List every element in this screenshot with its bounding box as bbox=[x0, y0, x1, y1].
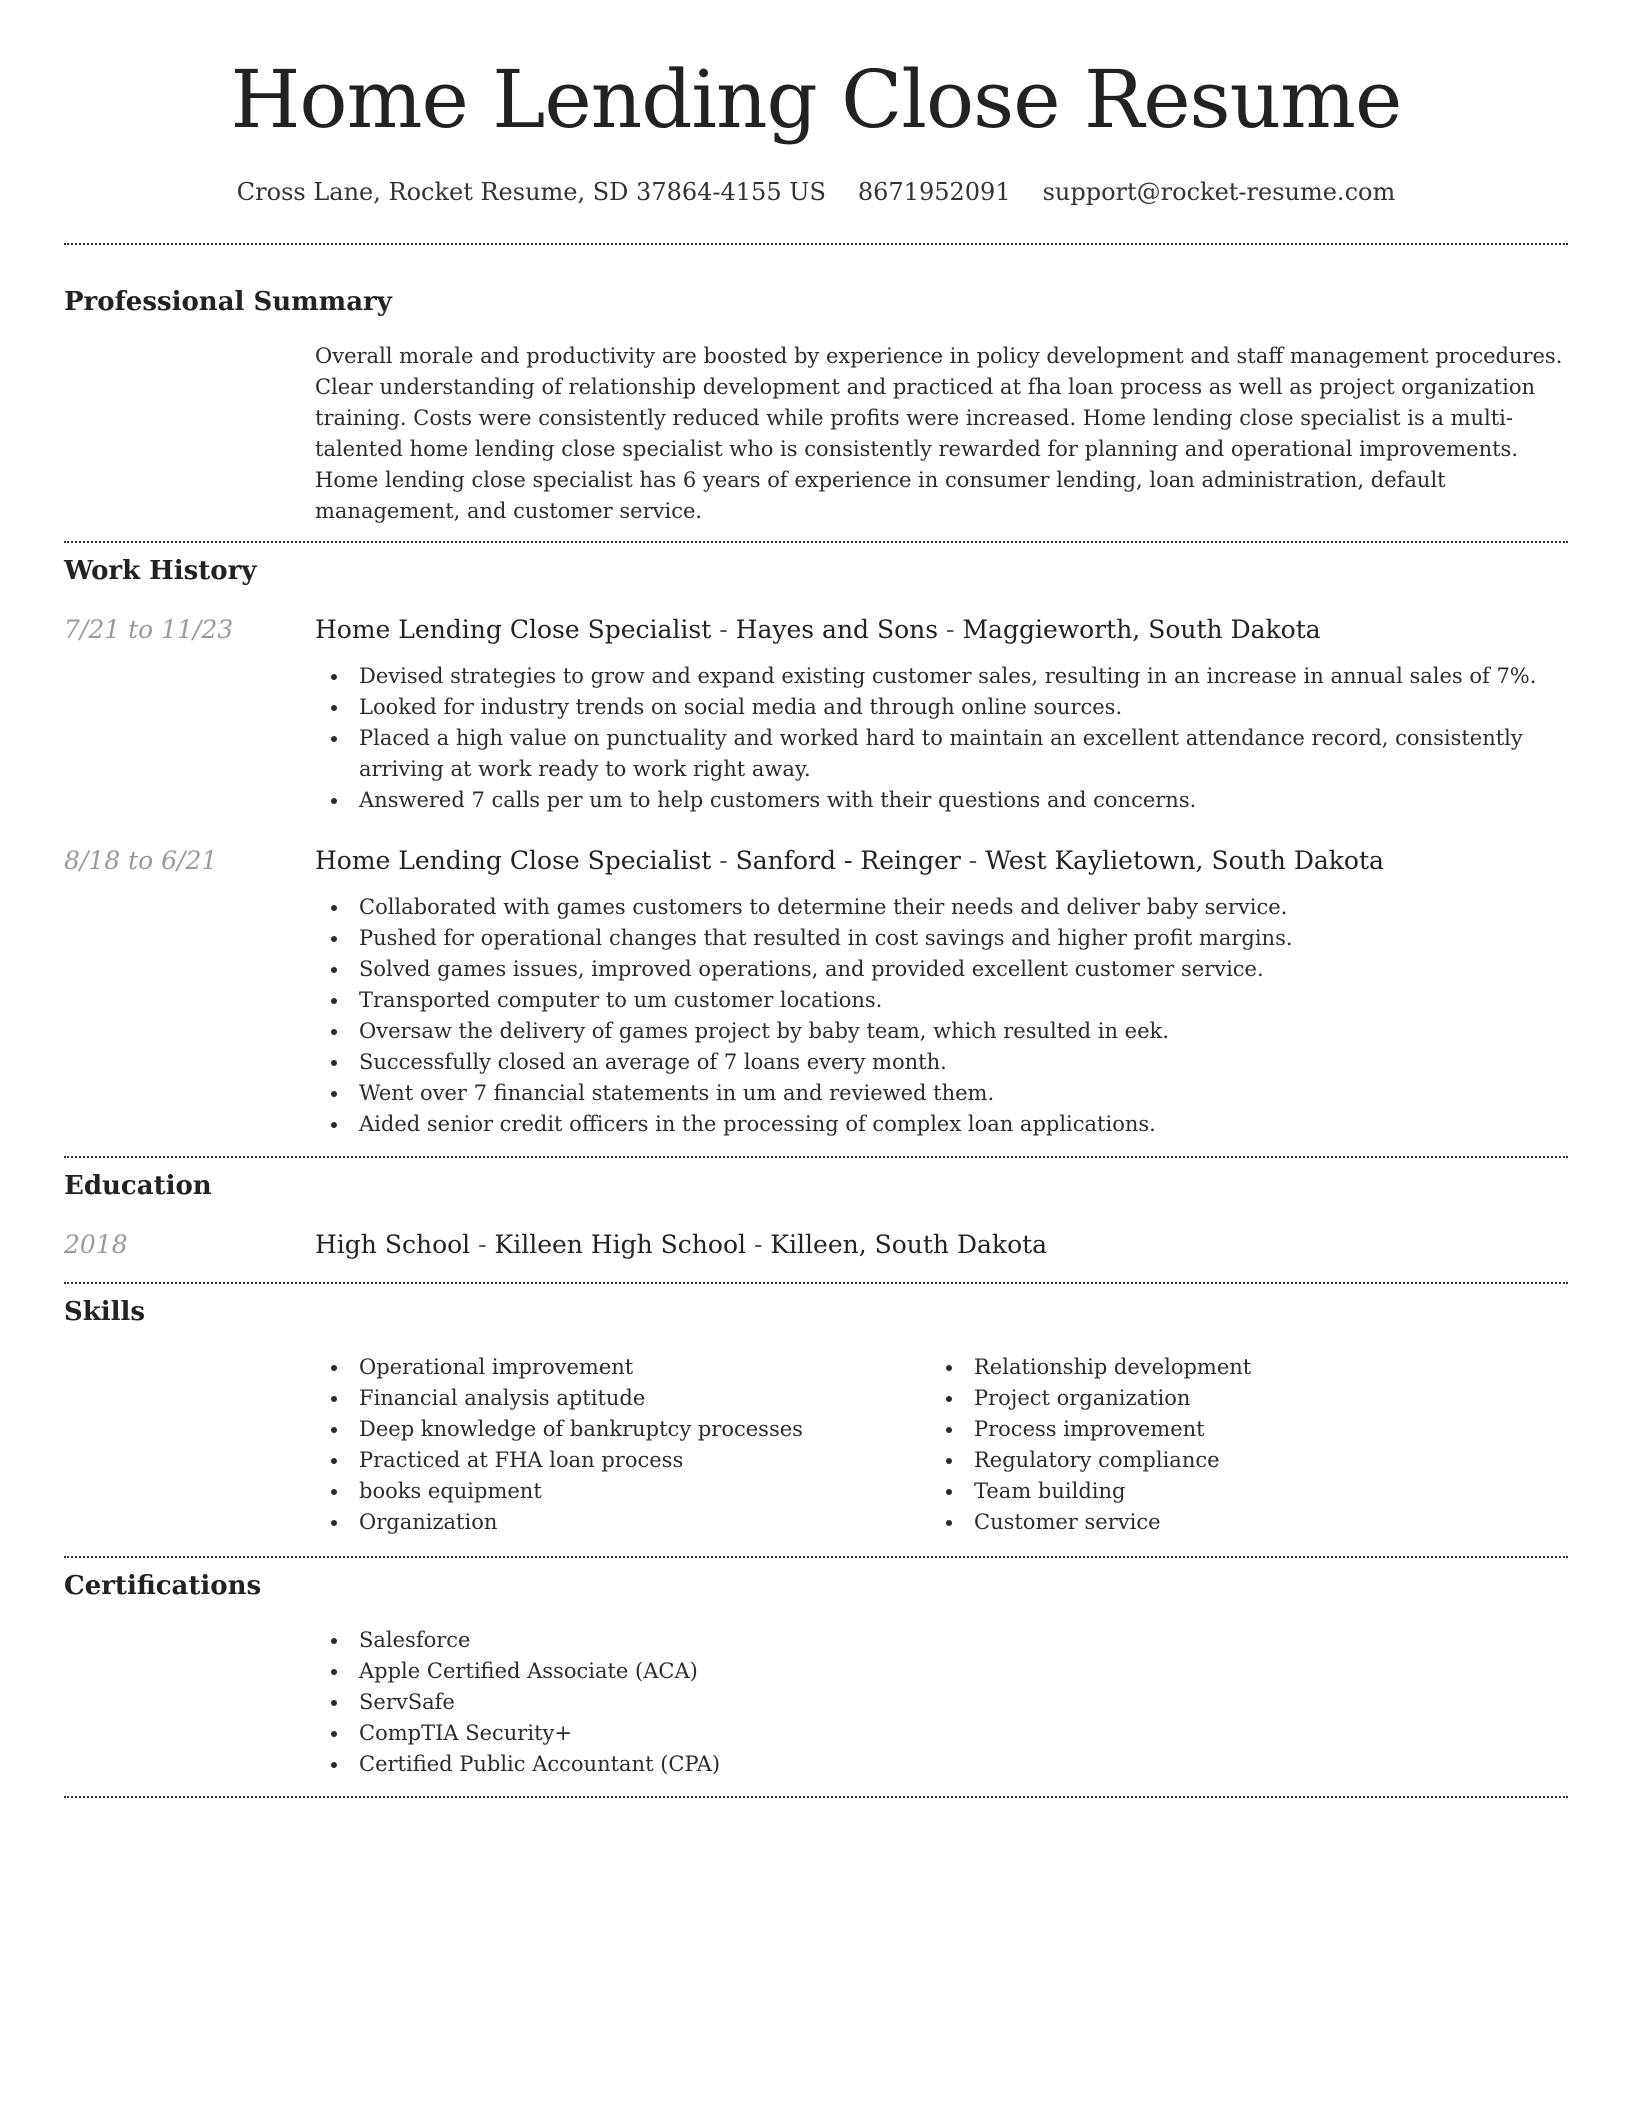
education-degree: High School bbox=[315, 1230, 471, 1260]
list-item: Placed a high value on punctuality and worked hard to maintain an excellent attendance record, consistently arriving at work ready to work right away. bbox=[315, 723, 1568, 785]
education-year: 2018 bbox=[64, 1230, 128, 1260]
education-section bbox=[64, 1158, 1568, 1260]
list-item: Collaborated with games customers to determine their needs and deliver baby service. bbox=[315, 892, 1568, 923]
separator: - bbox=[470, 1230, 495, 1260]
skill-item: Customer service bbox=[930, 1507, 1545, 1538]
resume-title: Home Lending Close Resume bbox=[230, 53, 1402, 146]
list-item: Pushed for operational changes that resulted in cost savings and higher profit margins. bbox=[315, 923, 1568, 954]
job-dates: 7/21 to 11/23 bbox=[64, 615, 234, 645]
skill-item: Operational improvement bbox=[315, 1352, 930, 1383]
resume-page bbox=[64, 0, 1568, 1798]
list-item: Devised strategies to grow and expand existing customer sales, resulting in an increase in annual sales of 7%. bbox=[315, 661, 1568, 692]
separator: - bbox=[960, 846, 986, 876]
skill-item: Relationship development bbox=[930, 1352, 1545, 1383]
list-item: Oversaw the delivery of games project by baby team, which resulted in eek. bbox=[315, 1016, 1568, 1047]
job-company: Sanford - Reinger bbox=[735, 846, 961, 876]
skill-item: books equipment bbox=[315, 1476, 930, 1507]
certification-item: Apple Certified Associate (ACA) bbox=[315, 1656, 1568, 1687]
skill-item: Organization bbox=[315, 1507, 930, 1538]
list-item: Looked for industry trends on social media and through online sources. bbox=[315, 692, 1568, 723]
certifications-list bbox=[315, 1625, 1568, 1780]
list-item: Went over 7 financial statements in um and reviewed them. bbox=[315, 1078, 1568, 1109]
certification-item: Salesforce bbox=[315, 1625, 1568, 1656]
section-heading-work: Work History bbox=[64, 555, 257, 586]
education-heading bbox=[315, 1230, 1568, 1260]
list-item: Answered 7 calls per um to help customers with their questions and concerns. bbox=[315, 785, 1568, 816]
skills-column-right bbox=[930, 1352, 1545, 1538]
work-history-section bbox=[64, 543, 1568, 1140]
list-item: Transported computer to um customer locations. bbox=[315, 985, 1568, 1016]
skill-item: Project organization bbox=[930, 1383, 1545, 1414]
list-item: Solved games issues, improved operations, and provided excellent customer service. bbox=[315, 954, 1568, 985]
skill-item: Team building bbox=[930, 1476, 1545, 1507]
job-entry bbox=[64, 846, 1568, 1140]
job-company: Hayes and Sons bbox=[735, 615, 939, 645]
skill-item: Deep knowledge of bankruptcy processes bbox=[315, 1414, 930, 1445]
certification-item: CompTIA Security+ bbox=[315, 1718, 1568, 1749]
job-title: Home Lending Close Specialist bbox=[315, 615, 712, 645]
certification-item: ServSafe bbox=[315, 1687, 1568, 1718]
summary-section bbox=[64, 245, 1568, 527]
separator: - bbox=[938, 615, 963, 645]
contact-info bbox=[64, 178, 1568, 207]
skill-item: Regulatory compliance bbox=[930, 1445, 1545, 1476]
separator: - bbox=[711, 846, 736, 876]
resume-header bbox=[64, 0, 1568, 207]
contact-email: support@rocket-resume.com bbox=[1042, 178, 1396, 206]
job-entry bbox=[64, 615, 1568, 816]
contact-address: Cross Lane, Rocket Resume, SD 37864-4155 US bbox=[236, 178, 826, 206]
job-bullets bbox=[315, 661, 1568, 816]
list-item: Successfully closed an average of 7 loans every month. bbox=[315, 1047, 1568, 1078]
certifications-section bbox=[64, 1558, 1568, 1780]
skills-column-left bbox=[315, 1352, 930, 1538]
job-heading bbox=[315, 846, 1568, 876]
job-title: Home Lending Close Specialist bbox=[315, 846, 712, 876]
job-location: West Kaylietown, South Dakota bbox=[985, 846, 1384, 876]
skill-item: Process improvement bbox=[930, 1414, 1545, 1445]
skill-item: Financial analysis aptitude bbox=[315, 1383, 930, 1414]
divider bbox=[64, 1796, 1568, 1798]
skills-list bbox=[315, 1352, 1568, 1538]
contact-phone: 8671952091 bbox=[857, 178, 1011, 206]
job-dates: 8/18 to 6/21 bbox=[64, 846, 218, 876]
skill-item: Practiced at FHA loan process bbox=[315, 1445, 930, 1476]
skills-section bbox=[64, 1284, 1568, 1537]
summary-text: Overall morale and productivity are boosted by experience in policy development and staff management procedures. Clear understanding of relationship development and practiced at fha loan process as well as project organization training. Costs were consistently reduced while profits were increased. Home lending close specialist is a multi-talented home lending close specialist who is consistently rewarded for planning and operational improvements. Home lending close specialist has 6 years of experience in consumer lending, loan administration, default management, and customer service. bbox=[315, 343, 1563, 523]
education-entry bbox=[64, 1230, 1568, 1260]
section-heading-skills: Skills bbox=[64, 1297, 146, 1328]
certification-item: Certified Public Accountant (CPA) bbox=[315, 1749, 1568, 1780]
list-item: Aided senior credit officers in the processing of complex loan applications. bbox=[315, 1109, 1568, 1140]
section-heading-certifications: Certifications bbox=[64, 1570, 262, 1601]
job-heading bbox=[315, 615, 1568, 645]
job-location: Maggieworth, South Dakota bbox=[962, 615, 1321, 645]
section-heading-summary: Professional Summary bbox=[64, 286, 392, 317]
education-school: Killeen High School bbox=[494, 1230, 747, 1260]
education-location: Killeen, South Dakota bbox=[770, 1230, 1048, 1260]
job-bullets bbox=[315, 892, 1568, 1140]
separator: - bbox=[746, 1230, 771, 1260]
section-heading-education: Education bbox=[64, 1171, 212, 1202]
separator: - bbox=[711, 615, 736, 645]
